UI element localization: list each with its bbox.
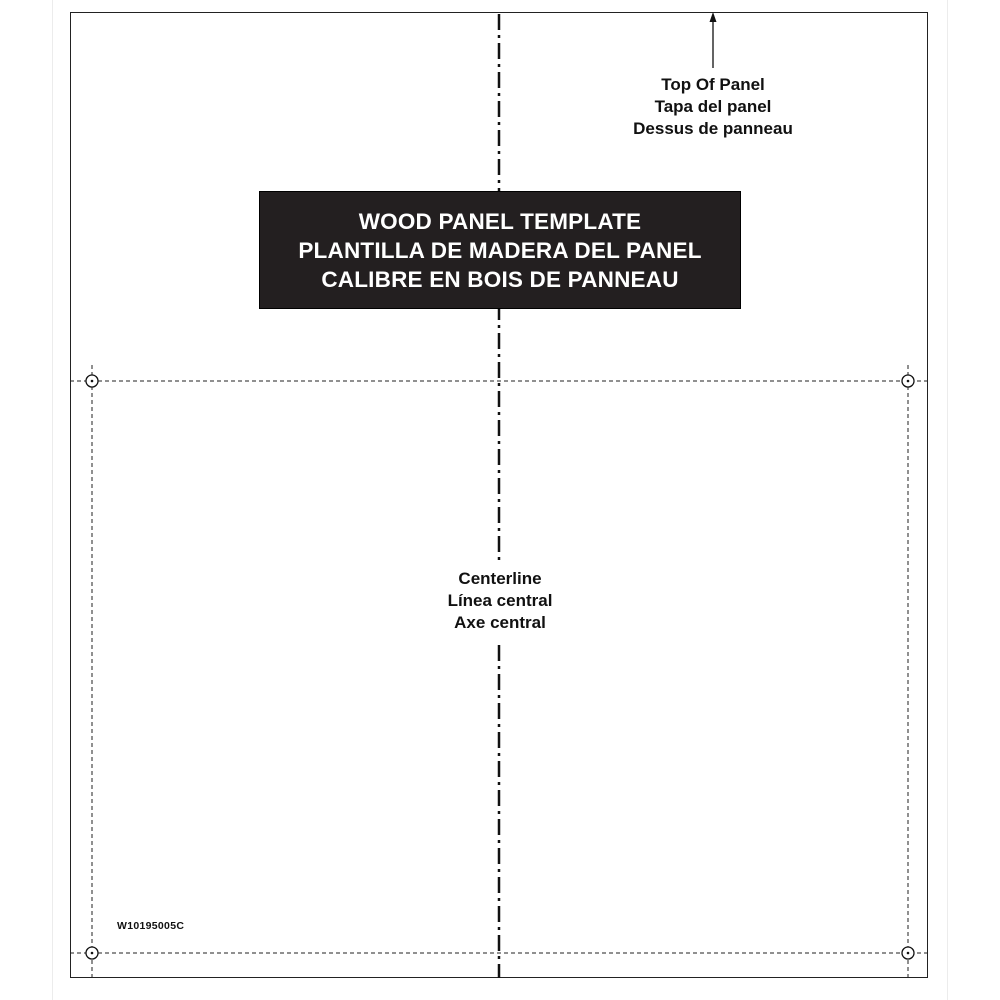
template-title-box xyxy=(259,191,741,309)
title-fr: CALIBRE EN BOIS DE PANNEAU xyxy=(321,266,679,292)
mounting-hole-top-left xyxy=(86,375,98,387)
title-es: PLANTILLA DE MADERA DEL PANEL xyxy=(298,237,702,263)
centerline-label xyxy=(400,568,600,634)
part-number: W10195005C xyxy=(117,920,185,932)
arrow-up-icon xyxy=(710,12,717,68)
mounting-hole-bottom-left xyxy=(86,947,98,959)
centerline-label-fr: Axe central xyxy=(454,613,546,632)
mounting-hole-top-right xyxy=(902,375,914,387)
top-of-panel-label-en: Top Of Panel xyxy=(661,75,765,94)
top-of-panel-label xyxy=(613,74,813,140)
centerline-label-en: Centerline xyxy=(458,569,542,588)
mounting-hole-bottom-right xyxy=(902,947,914,959)
title-en: WOOD PANEL TEMPLATE xyxy=(358,208,642,234)
top-of-panel-label-fr: Dessus de panneau xyxy=(633,119,793,138)
centerline-label-es: Línea central xyxy=(447,591,553,610)
top-of-panel-label-es: Tapa del panel xyxy=(654,97,772,116)
